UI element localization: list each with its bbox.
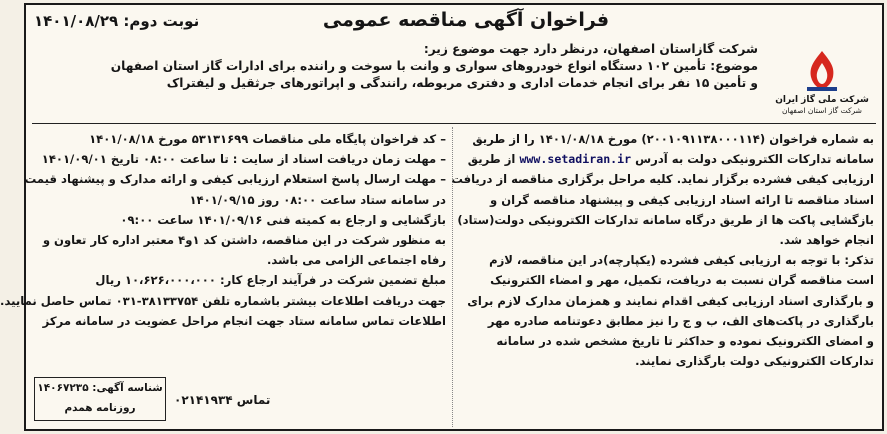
text-line: بازگشایی و ارجاع به کمیته فنی ۱۴۰۱/۰۹/۱۶ ساعت ۰۹:۰۰ xyxy=(120,212,446,227)
intro-line: و تأمین ۱۵ نفر برای انجام خدمات اداری و دفتری مربوطه، رانندگی و اپراتورهای جرثقیل و لیفتراک xyxy=(166,76,758,90)
text-line: و امضای الکترونیک نموده و حداکثر تا تاریخ مشخص شده در سامانه xyxy=(496,334,874,349)
text-line: بازگشایی پاکت ها از طریق درگاه سامانه تدارکات الکترونیکی دولت(ستاد) xyxy=(457,212,874,227)
ad-id-stamp xyxy=(34,377,166,421)
text-line: – مهلت زمان دریافت اسناد از سایت : تا ساعت ۰۸:۰۰ تاریخ ۱۴۰۱/۰۹/۰۱ xyxy=(41,152,446,167)
contact-number: تماس ۰۲۱۴۱۹۳۴ xyxy=(174,393,271,407)
text-line: انجام خواهد شد. xyxy=(779,233,874,248)
intro-line: شرکت گازاستان اصفهان، درنظر دارد جهت موضوع زیر: xyxy=(423,42,758,56)
text-line: اطلاعات تماس سامانه ستاد جهت انجام مراحل عضویت در سامانه مرکز xyxy=(42,313,446,328)
left-column-text xyxy=(0,129,446,331)
text-line: در سامانه ستاد ساعت ۰۸:۰۰ روز ۱۴۰۱/۰۹/۱۵ xyxy=(189,192,446,207)
column-divider xyxy=(452,127,453,427)
text-line: تذکر: با توجه به ارزیابی کیفی فشرده (یکپارچه)در این مناقصه، لازم xyxy=(489,253,874,268)
notice-intro xyxy=(110,41,758,92)
intro-line: موضوع: تأمین ۱۰۲ دستگاه انواع خودروهای سواری و وانت با سوخت و راننده برای ادارات گاز استان اصفهان xyxy=(110,59,758,73)
section-divider xyxy=(32,123,876,124)
publication-round: نوبت دوم: ۱۴۰۱/۰۸/۲۹ xyxy=(34,12,200,30)
right-column-text xyxy=(442,129,874,371)
newspaper-name: روزنامه همدم xyxy=(64,402,136,414)
text-line: – کد فراخوان پایگاه ملی مناقصات ۵۳۱۳۱۶۹۹ مورخ ۱۴۰۱/۰۸/۱۸ xyxy=(89,132,446,146)
text-line: سامانه تدارکات الکترونیکی دولت به آدرس www.setadiran.ir از طریق xyxy=(467,152,874,167)
text-line: است مناقصه گران نسبت به دریافت، تکمیل، مهر و امضاء الکترونیک xyxy=(490,273,874,288)
notice-title: فراخوان آگهی مناقصه عمومی xyxy=(322,9,610,31)
text-line: به منظور شرکت در این مناقصه، داشتن کد ۱و۴ معتبر اداره کار تعاون و xyxy=(42,233,446,248)
text-line: و بارگذاری اسناد ارزیابی کیفی اقدام نمایند و همزمان مدارک لازم برای xyxy=(467,293,874,308)
tender-notice xyxy=(0,3,884,431)
text-line: به شماره فراخوان (۲۰۰۱۰۹۱۱۳۸۰۰۰۱۱۴) مورخ ۱۴۰۱/۰۸/۱۸ را از طریق xyxy=(472,132,874,146)
gas-flame-icon xyxy=(799,49,845,93)
text-line: تدارکات الکترونیکی دولت بارگذاری نمایند. xyxy=(635,354,874,369)
logo-company-name: شرکت ملی گاز ایران xyxy=(775,95,869,105)
text-line: ارزیابی کیفی فشرده برگزار نماید. کلیه مراحل برگزاری مناقصه از دریافت xyxy=(451,172,874,187)
ad-id: شناسه آگهی: ۱۴۰۶۷۲۳۵ xyxy=(37,382,163,394)
text-line: جهت دریافت اطلاعات بیشتر باشماره تلفن ۳۸۱۳۳۷۵۴-۰۳۱ تماس حاصل نمایید. xyxy=(0,293,446,308)
text-line: رفاه اجتماعی الزامی می باشد. xyxy=(267,253,446,268)
text-line: اسناد مناقصه تا ارائه اسناد ارزیابی کیفی و پیشنهاد مناقصه گران و xyxy=(489,192,874,207)
text-line: – مهلت ارسال پاسخ استعلام ارزیابی کیفی و ارائه مدارک و پیشنهاد قیمت xyxy=(24,172,446,187)
company-logo xyxy=(774,49,870,115)
logo-company-subtitle: شرکت گاز استان اصفهان xyxy=(782,106,862,115)
website-link[interactable]: www.setadiran.ir xyxy=(519,152,632,167)
text-line: بارگذاری در پاکت‌های الف، ب و ج را نیز مطابق دعوتنامه صادره مهر xyxy=(487,313,874,328)
text-line: مبلغ تضمین شرکت در فرآیند ارجاع کار: ۱۰،۶۲۶،۰۰۰،۰۰۰ ریال xyxy=(95,273,446,288)
